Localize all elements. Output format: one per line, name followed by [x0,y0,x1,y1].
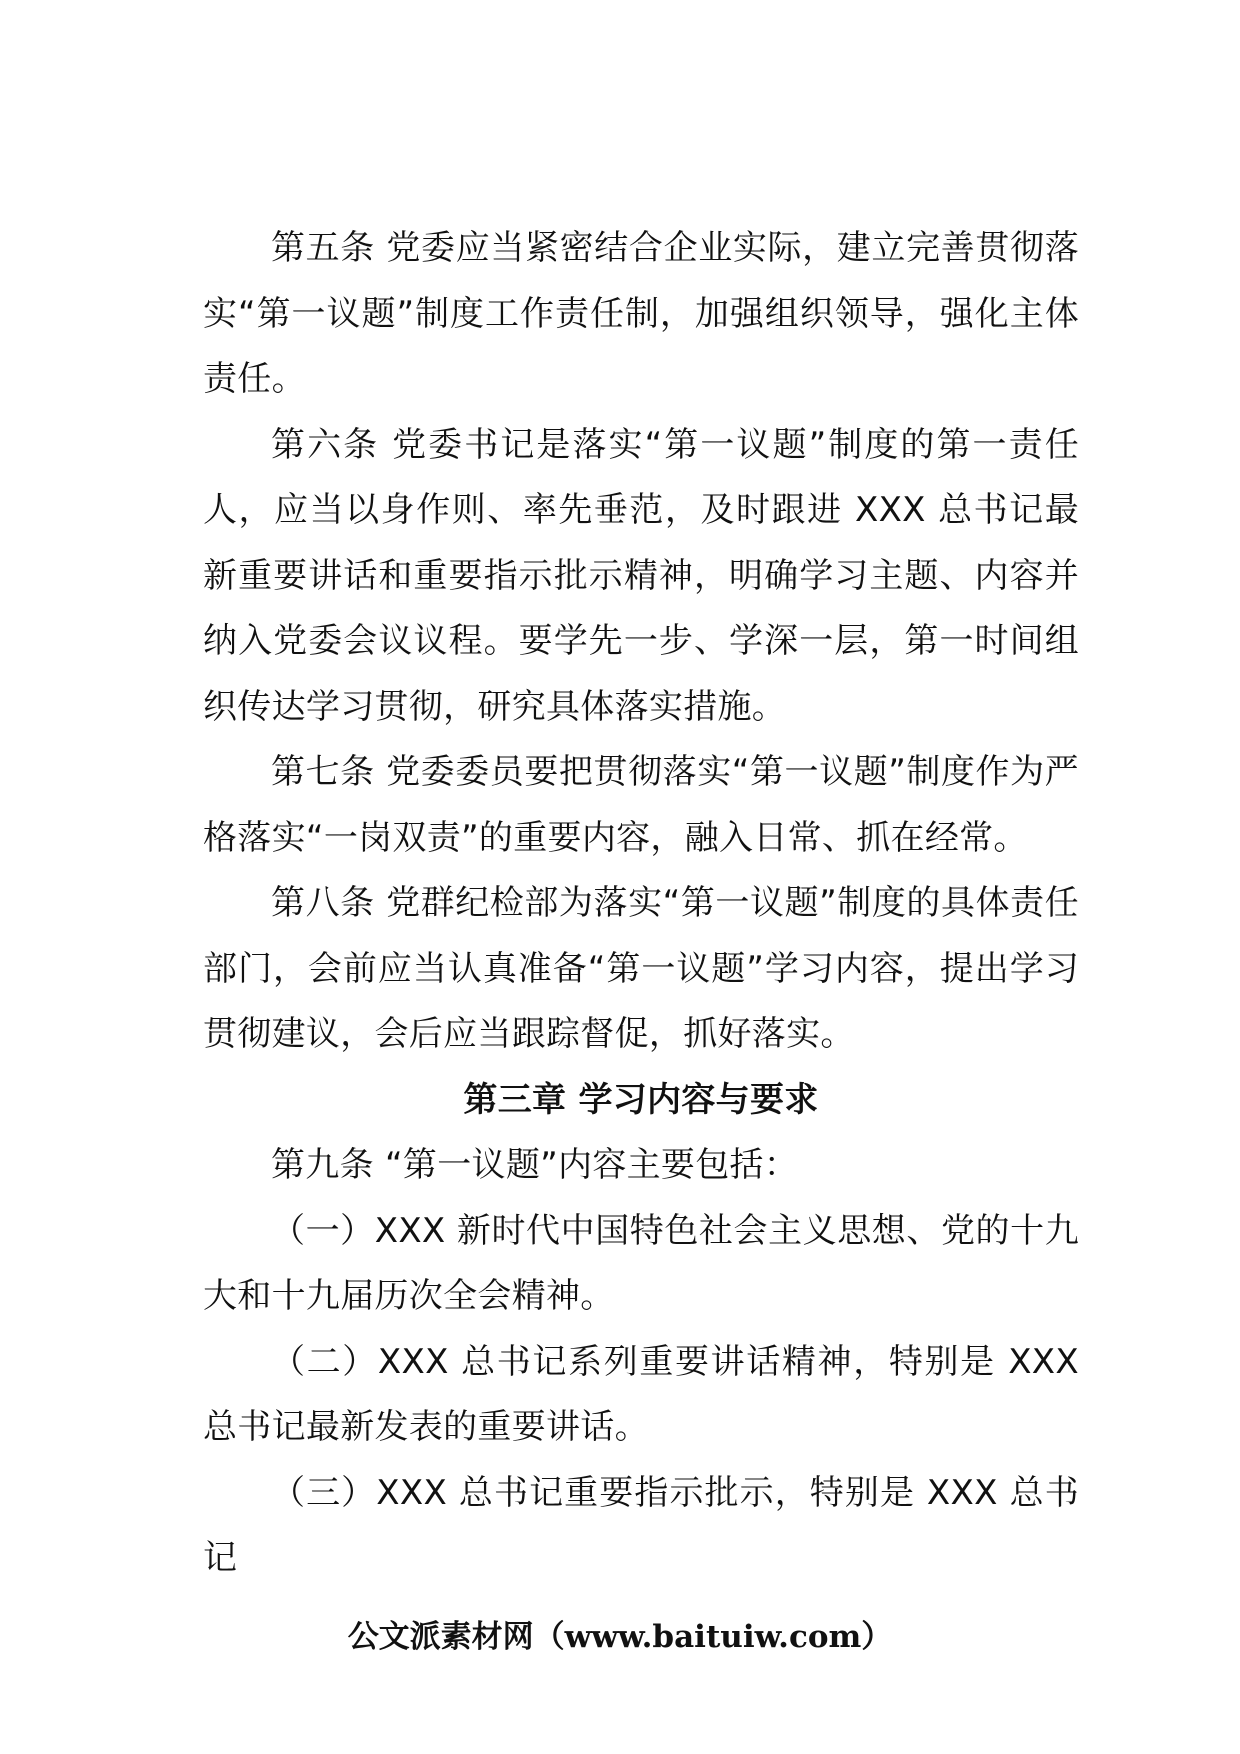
list-item-1: （一）XXX 新时代中国特色社会主义思想、党的十九大和十九届历次全会精神。 [203,1210,1079,1316]
chapter-heading: 第三章 学习内容与要求 [463,1079,819,1120]
footer-watermark: 公文派素材网（www.baituiw.com） [347,1619,893,1655]
article-5-paragraph: 第五条 党委应当紧密结合企业实际，建立完善贯彻落实“第一议题”制度工作责任制，加强组织领导，强化主体责任。 [203,228,1079,399]
article-8-paragraph: 第八条 党群纪检部为落实“第一议题”制度的具体责任部门，会前应当认真准备“第一议题”学习内容，提出学习贯彻建议，会后应当跟踪督促，抓好落实。 [203,883,1079,1054]
article-9-paragraph: 第九条 “第一议题”内容主要包括： [271,1145,799,1185]
list-item-3: （三）XXX 总书记重要指示批示，特别是 XXX 总书记 [203,1472,1079,1578]
list-item-2: （二）XXX 总书记系列重要讲话精神，特别是 XXX 总书记最新发表的重要讲话。 [203,1341,1079,1447]
article-7-paragraph: 第七条 党委委员要把贯彻落实“第一议题”制度作为严格落实“一岗双责”的重要内容，融入日常、抓在经常。 [203,752,1079,858]
article-6-paragraph: 第六条 党委书记是落实“第一议题”制度的第一责任人，应当以身作则、率先垂范，及时跟进 XXX 总书记最新重要讲话和重要指示批示精神，明确学习主题、内容并纳入党委会议议程。要学先一步、学深一层，第一时间组织传达学习贯彻，研究具体落实措施。 [203,424,1079,727]
document-body [203,216,1079,1592]
